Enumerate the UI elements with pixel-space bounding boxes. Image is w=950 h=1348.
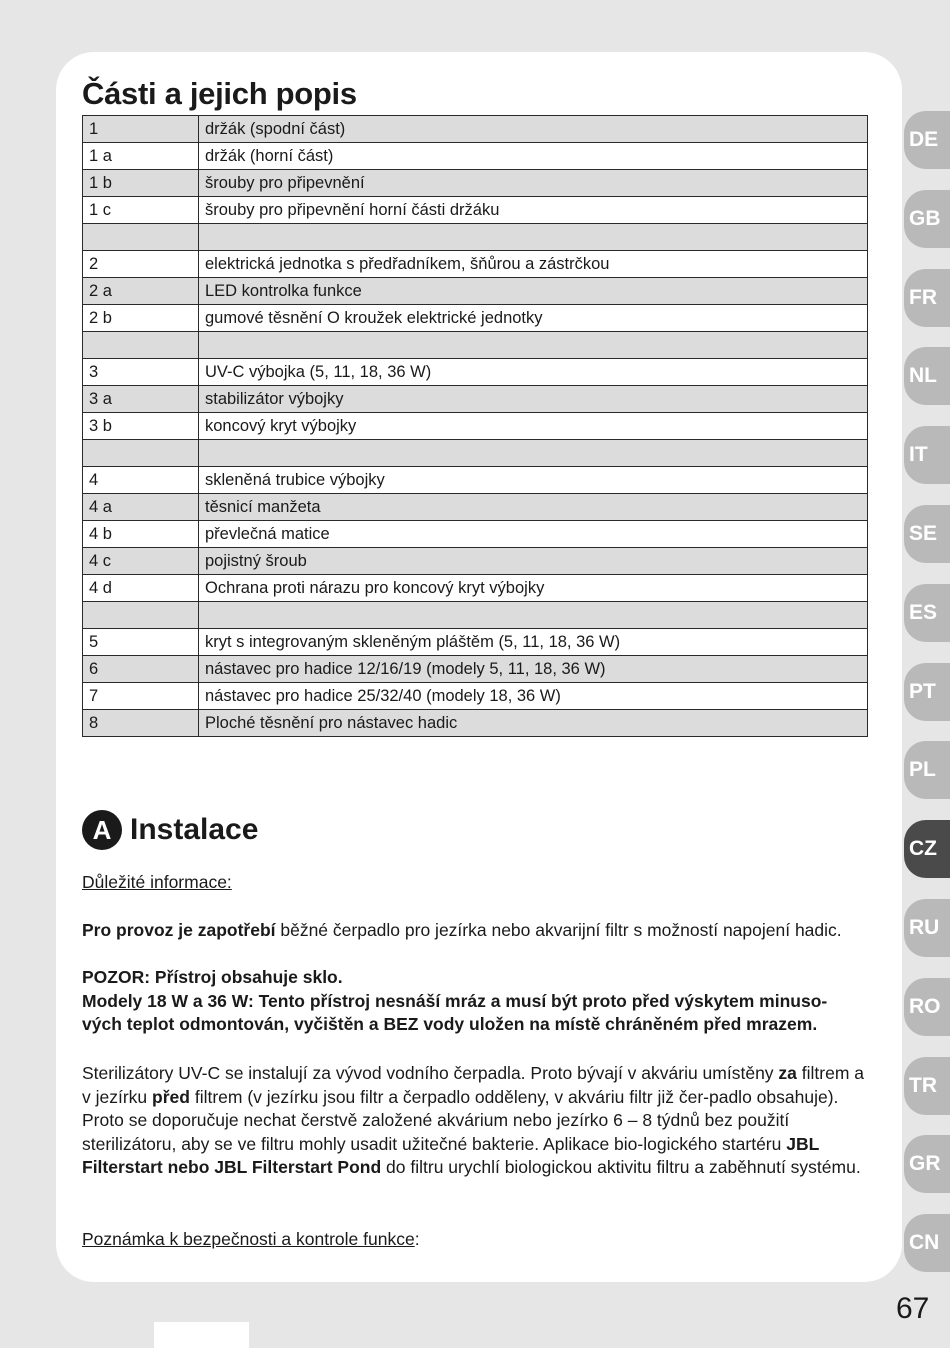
part-number xyxy=(83,224,199,251)
safety-heading xyxy=(82,1228,872,1252)
part-description: LED kontrolka funkce xyxy=(199,278,868,305)
part-description: těsnicí manžeta xyxy=(199,494,868,521)
tab-nl[interactable]: NL xyxy=(904,347,950,405)
table-row xyxy=(83,521,868,548)
part-number: 4 c xyxy=(83,548,199,575)
part-description: nástavec pro hadice 12/16/19 (modely 5, 11, 18, 36 W) xyxy=(199,656,868,683)
table-row xyxy=(83,359,868,386)
part-description: držák (horní část) xyxy=(199,143,868,170)
table-row xyxy=(83,467,868,494)
part-number: 4 xyxy=(83,467,199,494)
part-number: 4 b xyxy=(83,521,199,548)
table-row xyxy=(83,413,868,440)
installation-title: Instalace xyxy=(130,813,259,846)
tab-it[interactable]: IT xyxy=(904,426,950,484)
tab-cn[interactable]: CN xyxy=(904,1214,950,1272)
para-bold-2: před xyxy=(152,1086,190,1107)
part-number: 2 xyxy=(83,251,199,278)
part-description: Ploché těsnění pro nástavec hadic xyxy=(199,710,868,737)
part-number: 3 xyxy=(83,359,199,386)
tab-se[interactable]: SE xyxy=(904,505,950,563)
operation-rest: běžné čerpadlo pro jezírka nebo akvarijní filtr s možností napojení hadic. xyxy=(275,920,842,940)
part-number xyxy=(83,440,199,467)
warning-line-2a: Modely 18 W a 36 W: Tento přístroj nesnáší mráz a musí být proto před výskytem minuso- xyxy=(82,990,828,1011)
warning-line-2b: vých teplot odmontován, vyčištěn a BEZ vody uložen na místě chráněném před mrazem. xyxy=(82,1014,818,1034)
table-row xyxy=(83,386,868,413)
table-row xyxy=(83,575,868,602)
tab-ro[interactable]: RO xyxy=(904,978,950,1036)
para-part-3: filtrem (v jezírku jsou filtr a čerpadlo odděleny, v akváriu filtr již čer-padlo obsahuje). Proto se doporučuje nechat čerstvě založené akvárium nebo jezírko 6 – 8 týdnů bez použití sterilizátoru, aby se ve filtru mohly usadit užitečné bakterie. Aplikace bio-logického startéru xyxy=(82,1086,839,1154)
part-number: 4 a xyxy=(83,494,199,521)
installation-paragraph xyxy=(82,1062,864,1180)
part-description: UV-C výbojka (5, 11, 18, 36 W) xyxy=(199,359,868,386)
part-description: skleněná trubice výbojky xyxy=(199,467,868,494)
part-number: 7 xyxy=(83,683,199,710)
tab-tr[interactable]: TR xyxy=(904,1057,950,1115)
table-row xyxy=(83,143,868,170)
safety-heading-colon: : xyxy=(414,1229,420,1249)
table-row xyxy=(83,197,868,224)
tab-ru[interactable]: RU xyxy=(904,899,950,957)
installation-heading xyxy=(82,810,258,850)
table-row xyxy=(83,224,868,251)
table-row xyxy=(83,683,868,710)
part-number: 4 d xyxy=(83,575,199,602)
part-number: 8 xyxy=(83,710,199,737)
table-row xyxy=(83,332,868,359)
tab-gb[interactable]: GB xyxy=(904,190,950,248)
part-description xyxy=(199,602,868,629)
part-description: pojistný šroub xyxy=(199,548,868,575)
part-description: šrouby pro připevnění horní části držáku xyxy=(199,197,868,224)
para-bold-1: za xyxy=(778,1063,797,1083)
part-number: 3 a xyxy=(83,386,199,413)
part-number: 1 a xyxy=(83,143,199,170)
table-row xyxy=(83,656,868,683)
part-description: elektrická jednotka s předřadníkem, šňůrou a zástrčkou xyxy=(199,251,868,278)
tab-gr[interactable]: GR xyxy=(904,1135,950,1193)
language-tabs xyxy=(904,0,950,1348)
table-row xyxy=(83,440,868,467)
table-row xyxy=(83,629,868,656)
part-number: 3 b xyxy=(83,413,199,440)
warning-block xyxy=(82,966,872,1037)
part-description: převlečná matice xyxy=(199,521,868,548)
important-info-heading: Důležité informace: xyxy=(82,872,232,892)
section-title: Části a jejich popis xyxy=(82,76,357,111)
table-row xyxy=(83,602,868,629)
part-number xyxy=(83,332,199,359)
para-part-4: do filtru urychlí biologickou aktivitu filtru a zaběhnutí systému. xyxy=(381,1157,861,1177)
tab-fr[interactable]: FR xyxy=(904,269,950,327)
page-number: 67 xyxy=(896,1292,930,1325)
part-description xyxy=(199,440,868,467)
para-part-2: filtrem a v jezírku xyxy=(82,1063,865,1107)
tab-cz[interactable]: CZ xyxy=(904,820,950,878)
table-row xyxy=(83,305,868,332)
table-row xyxy=(83,710,868,737)
table-row xyxy=(83,170,868,197)
part-description: držák (spodní část) xyxy=(199,116,868,143)
table-row xyxy=(83,116,868,143)
table-row xyxy=(83,548,868,575)
tab-pl[interactable]: PL xyxy=(904,741,950,799)
part-number: 2 a xyxy=(83,278,199,305)
part-description: koncový kryt výbojky xyxy=(199,413,868,440)
para-bold-3: JBL Filterstart nebo JBL Filterstart Pond xyxy=(82,1133,819,1177)
parts-table xyxy=(82,115,868,737)
part-number: 2 b xyxy=(83,305,199,332)
para-part-1: Sterilizátory UV-C se instalují za vývod vodního čerpadla. Proto bývají v akváriu umístěny xyxy=(82,1063,779,1083)
part-description: stabilizátor výbojky xyxy=(199,386,868,413)
safety-heading-text: Poznámka k bezpečnosti a kontrole funkce xyxy=(82,1229,415,1249)
warning-line-1: POZOR: Přístroj obsahuje sklo. xyxy=(82,967,343,987)
part-description: šrouby pro připevnění xyxy=(199,170,868,197)
part-number: 1 b xyxy=(83,170,199,197)
part-description xyxy=(199,224,868,251)
part-description: Ochrana proti nárazu pro koncový kryt výbojky xyxy=(199,575,868,602)
part-number: 1 xyxy=(83,116,199,143)
table-row xyxy=(83,494,868,521)
footer-mark xyxy=(154,1322,249,1348)
part-description: gumové těsnění O kroužek elektrické jednotky xyxy=(199,305,868,332)
part-number: 6 xyxy=(83,656,199,683)
part-description xyxy=(199,332,868,359)
part-description: nástavec pro hadice 25/32/40 (modely 18, 36 W) xyxy=(199,683,868,710)
part-number xyxy=(83,602,199,629)
part-number: 1 c xyxy=(83,197,199,224)
tab-pt[interactable]: PT xyxy=(904,663,950,721)
tab-de[interactable]: DE xyxy=(904,111,950,169)
table-row xyxy=(83,251,868,278)
part-number: 5 xyxy=(83,629,199,656)
section-badge-a: A xyxy=(82,810,122,850)
operation-bold: Pro provoz je zapotřebí xyxy=(82,920,276,940)
table-row xyxy=(83,278,868,305)
operation-requirement xyxy=(82,919,872,943)
tab-es[interactable]: ES xyxy=(904,584,950,642)
part-description: kryt s integrovaným skleněným pláštěm (5, 11, 18, 36 W) xyxy=(199,629,868,656)
